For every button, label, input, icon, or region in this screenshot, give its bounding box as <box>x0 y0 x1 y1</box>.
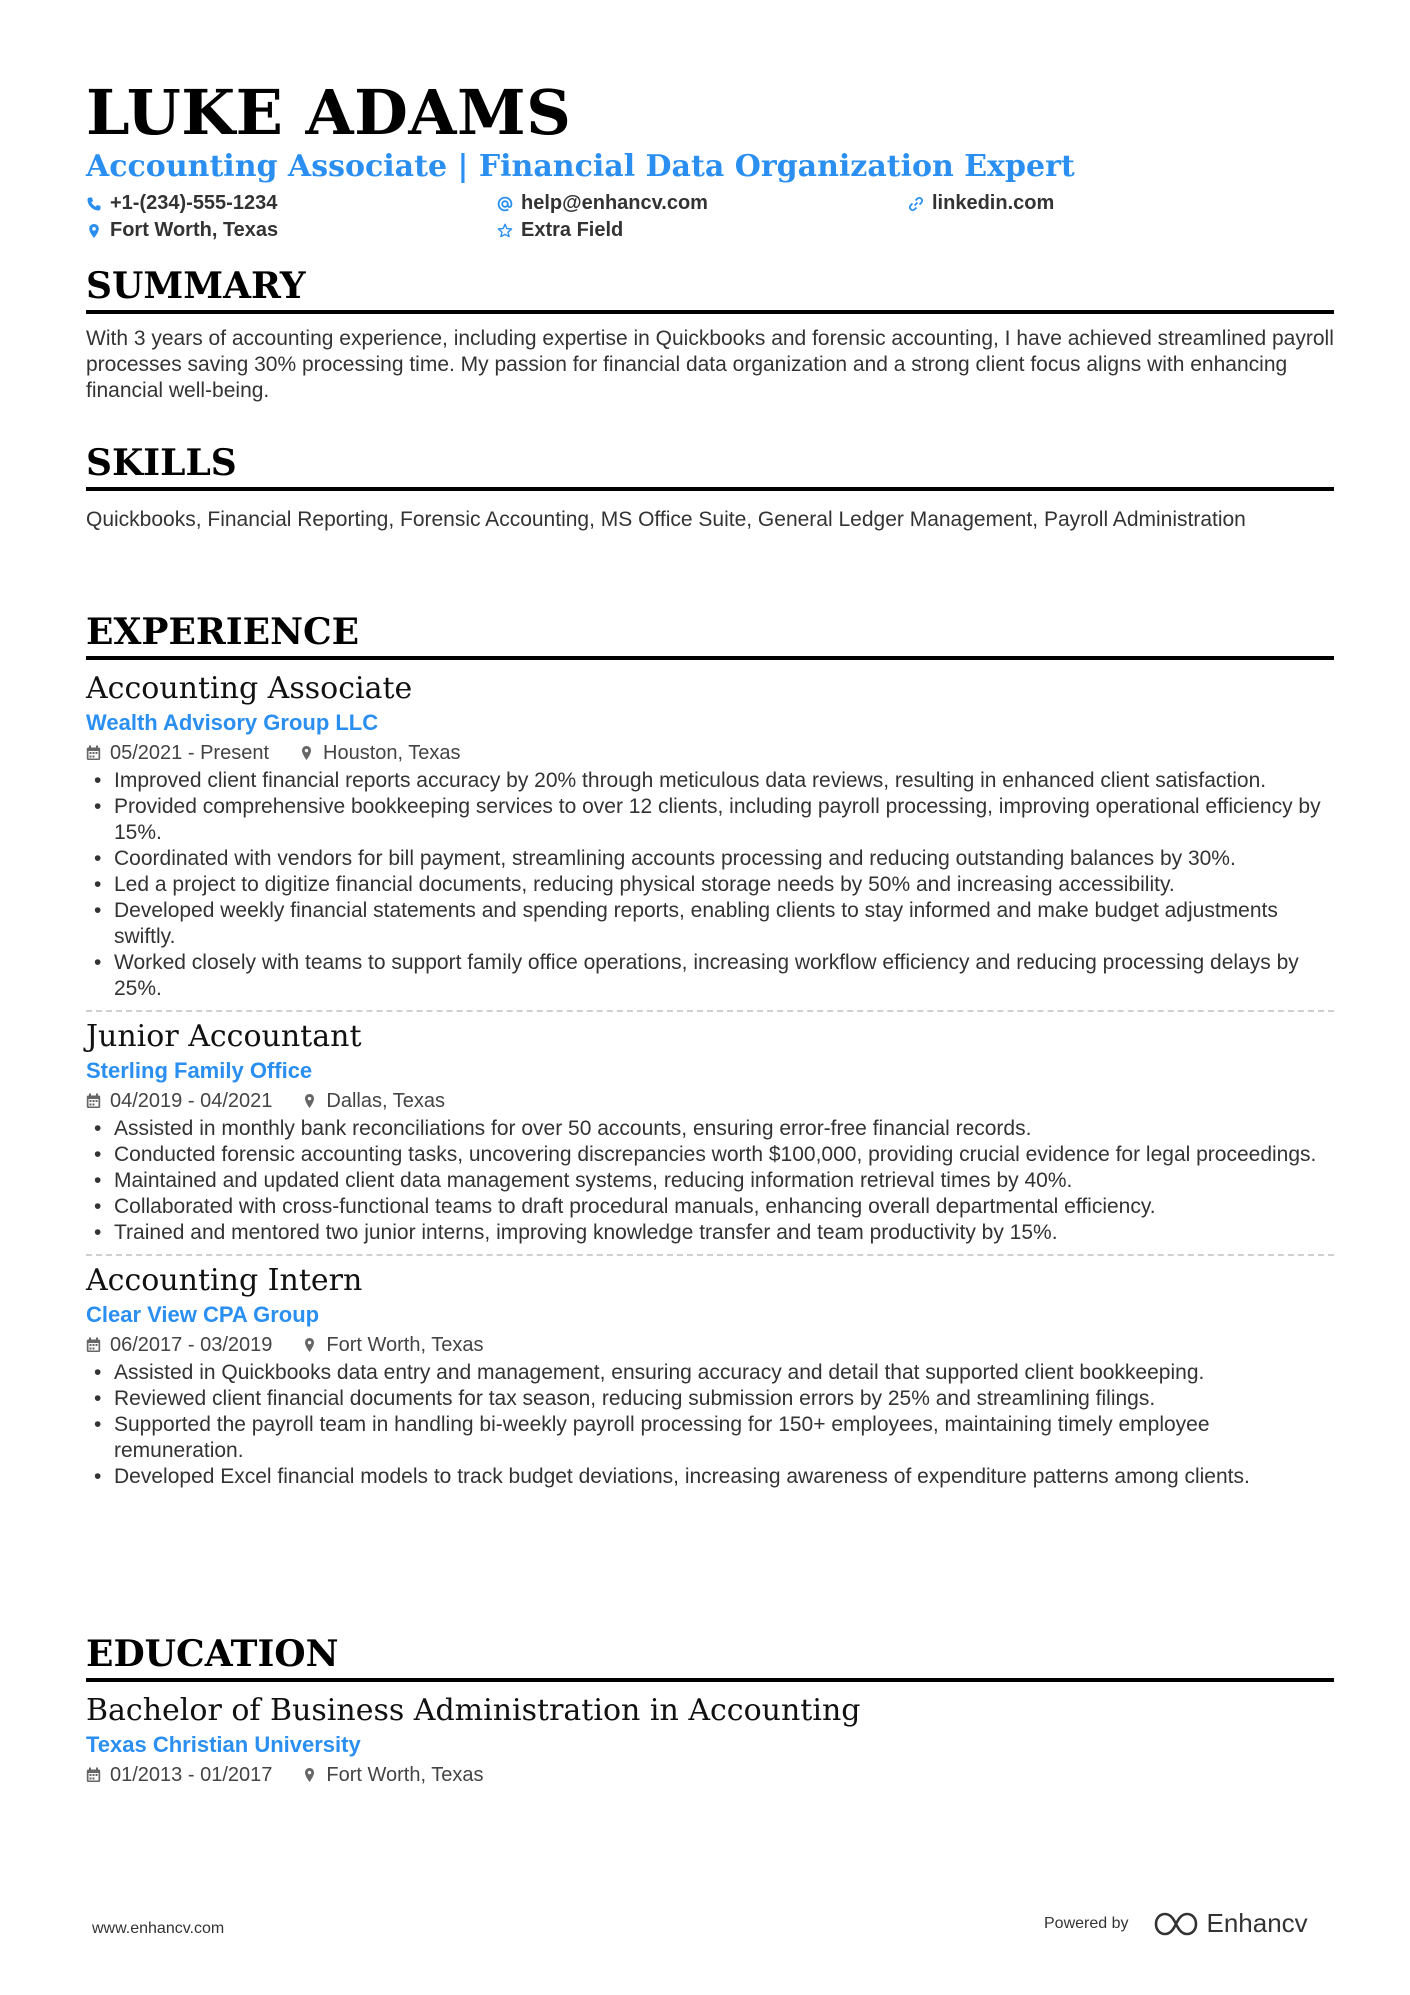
candidate-name: LUKE ADAMS <box>86 76 572 149</box>
list-item: • Conducted forensic accounting tasks, uncovering discrepancies worth $100,000, providing crucial evidence for legal proceedings. <box>86 1142 1334 1168</box>
skills-title: SKILLS <box>86 442 237 484</box>
job-title: Junior Accountant <box>86 1019 362 1054</box>
list-item: • Maintained and updated client data management systems, reducing information retrieval times by 40%. <box>86 1168 1334 1194</box>
list-item: • Collaborated with cross-functional teams to draft procedural manuals, enhancing overall departmental efficiency. <box>86 1194 1334 1220</box>
section-divider <box>86 487 1334 491</box>
job-meta <box>86 1086 1334 1116</box>
contact-extra <box>497 219 623 242</box>
contact-location <box>86 219 278 242</box>
section-divider <box>86 310 1334 314</box>
extra-field-text: Extra Field <box>521 219 624 241</box>
job-bullets <box>86 1116 1334 1246</box>
company-name[interactable]: Clear View CPA Group <box>86 1302 320 1327</box>
list-item: • Reviewed client financial documents for tax season, reducing submission errors by 25% and streamlining filings. <box>86 1386 1334 1412</box>
section-divider <box>86 1678 1334 1682</box>
phone-icon <box>86 196 102 212</box>
list-item: • Coordinated with vendors for bill payment, streamlining accounts processing and reducing outstanding balances by 30%. <box>86 846 1334 872</box>
company-name[interactable]: Sterling Family Office <box>86 1058 313 1083</box>
location-pin-icon <box>302 1093 317 1109</box>
job-entry <box>86 1262 1334 1490</box>
candidate-headline: Accounting Associate | Financial Data Organization Expert <box>86 149 1075 184</box>
education-dates: 01/2013 - 01/2017 <box>110 1763 273 1786</box>
education-entry <box>86 1692 1334 1790</box>
job-bullets <box>86 1360 1334 1490</box>
list-item: • Supported the payroll team in handling bi-weekly payroll processing for 150+ employees, maintaining timely employee remuneration. <box>86 1412 1334 1464</box>
list-item: • Improved client financial reports accuracy by 20% through meticulous data reviews, resulting in enhanced client satisfaction. <box>86 768 1334 794</box>
list-item: • Developed Excel financial models to track budget deviations, increasing awareness of expenditure patterns among clients. <box>86 1464 1334 1490</box>
list-item: • Trained and mentored two junior interns, improving knowledge transfer and team productivity by 15%. <box>86 1220 1334 1246</box>
calendar-icon <box>86 1767 101 1783</box>
calendar-icon <box>86 1337 101 1353</box>
job-dates: 06/2017 - 03/2019 <box>110 1333 273 1356</box>
link-icon <box>908 196 924 212</box>
at-icon <box>497 196 513 212</box>
contact-phone[interactable] <box>86 192 277 215</box>
experience-section <box>86 610 1334 1490</box>
footer-website[interactable]: www.enhancv.com <box>92 1920 225 1937</box>
list-item: • Provided comprehensive bookkeeping services to over 12 clients, including payroll processing, improving operational efficiency by 15%. <box>86 794 1334 846</box>
calendar-icon <box>86 1093 101 1109</box>
job-bullets <box>86 768 1334 1002</box>
powered-by-label: Powered by <box>1044 1914 1129 1932</box>
location-pin-icon <box>302 1337 317 1353</box>
experience-title: EXPERIENCE <box>86 611 360 653</box>
star-icon <box>497 223 513 239</box>
skills-section <box>86 441 1334 533</box>
company-name[interactable]: Wealth Advisory Group LLC <box>86 710 379 735</box>
job-location: Houston, Texas <box>323 741 461 764</box>
phone-text: +1-(234)-555-1234 <box>110 192 278 214</box>
list-item: • Worked closely with teams to support family office operations, increasing workflow efficiency and reducing processing delays by 25%. <box>86 950 1334 1002</box>
contact-email[interactable] <box>497 192 708 215</box>
summary-text: With 3 years of accounting experience, including expertise in Quickbooks and forensic accounting, I have achieved streamlined payroll processes saving 30% processing time. My passion for financial data organization and a strong client focus aligns with enhancing financial well-being. <box>86 327 1334 402</box>
job-meta <box>86 738 1334 768</box>
job-entry <box>86 1018 1334 1246</box>
education-title: EDUCATION <box>86 1633 339 1675</box>
enhancv-logo[interactable] <box>1153 1908 1308 1939</box>
job-divider <box>86 1010 1334 1012</box>
job-location: Dallas, Texas <box>326 1089 445 1112</box>
contact-linkedin[interactable] <box>908 192 1054 215</box>
contact-info <box>86 188 1334 246</box>
skills-text: Quickbooks, Financial Reporting, Forensic Accounting, MS Office Suite, General Ledger Management, Payroll Administration <box>86 508 1246 531</box>
location-text: Fort Worth, Texas <box>110 219 279 241</box>
education-section <box>86 1632 1334 1790</box>
resume-page <box>86 76 1334 1786</box>
section-divider <box>86 656 1334 660</box>
job-dates: 05/2021 - Present <box>110 741 269 764</box>
footer-branding <box>1044 1908 1308 1939</box>
job-dates: 04/2019 - 04/2021 <box>110 1089 273 1112</box>
calendar-icon <box>86 745 101 761</box>
location-pin-icon <box>299 745 314 761</box>
email-text: help@enhancv.com <box>521 192 708 214</box>
summary-title: SUMMARY <box>86 265 306 307</box>
enhancv-logo-icon <box>1153 1910 1199 1938</box>
education-location: Fort Worth, Texas <box>326 1763 484 1786</box>
job-location: Fort Worth, Texas <box>326 1333 484 1356</box>
list-item: • Developed weekly financial statements and spending reports, enabling clients to stay informed and make budget adjustments swiftly. <box>86 898 1334 950</box>
linkedin-text: linkedin.com <box>932 192 1055 214</box>
list-item: • Assisted in monthly bank reconciliations for over 50 accounts, ensuring error-free financial records. <box>86 1116 1334 1142</box>
location-pin-icon <box>86 223 102 239</box>
location-pin-icon <box>302 1767 317 1783</box>
school-name[interactable]: Texas Christian University <box>86 1732 361 1757</box>
job-entry <box>86 670 1334 1002</box>
job-divider <box>86 1254 1334 1256</box>
summary-section <box>86 264 1334 404</box>
job-title: Accounting Intern <box>86 1263 363 1298</box>
list-item: • Assisted in Quickbooks data entry and management, ensuring accuracy and detail that supported client bookkeeping. <box>86 1360 1334 1386</box>
education-meta <box>86 1760 1334 1790</box>
list-item: • Led a project to digitize financial documents, reducing physical storage needs by 50% and increasing accessibility. <box>86 872 1334 898</box>
job-meta <box>86 1330 1334 1360</box>
degree-title: Bachelor of Business Administration in Accounting <box>86 1693 861 1728</box>
brand-name: Enhancv <box>1206 1908 1308 1938</box>
job-title: Accounting Associate <box>86 671 413 706</box>
